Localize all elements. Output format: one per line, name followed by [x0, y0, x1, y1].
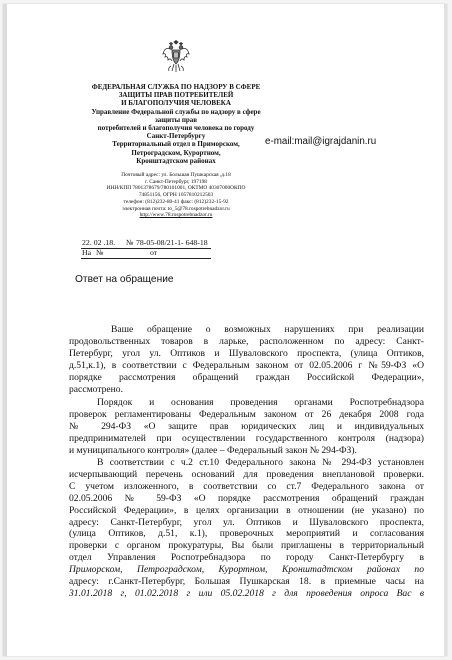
body-line: отдел Управления Роспотребнадзора по городу Санкт-Петербургу в: [69, 552, 424, 564]
body-line: рассмотрено.: [69, 383, 124, 395]
org-line: ЗАЩИТЫ ПРАВ ПОТРЕБИТЕЛЕЙ: [118, 91, 234, 100]
tax-ids: ИНН/КПП 7801378679/780101001, ОКТМО 40307000ОКПО: [106, 185, 246, 192]
letter-subject: Ответ на обращение: [75, 274, 174, 285]
body-line: Приморском, Петроградском, Курортном, Кронштадтском районах по: [69, 564, 424, 576]
recipient-email: e-mail:mail@igrajdanin.ru: [265, 136, 377, 147]
body-line: Порядок и основания проведения органами Роспотребнадзора: [97, 397, 424, 409]
registration-ids: 74851156, ОГРН 1057810212503: [138, 192, 214, 199]
letter-page: [3, 4, 447, 656]
postal-address: Почтовый адрес: ул. Большая Пушкарская ,д.18: [121, 172, 231, 178]
body-line: В соответствии с ч.2 ст.10 Федерального закона № 294-ФЗ установлен: [97, 456, 424, 468]
double-headed-eagle-emblem-icon: [162, 40, 190, 74]
body-line: 02.05.2006 № 59-ФЗ «О порядке рассмотрения обращений граждан: [69, 492, 424, 504]
contact-block: [91, 172, 261, 219]
org-line: ФЕДЕРАЛЬНАЯ СЛУЖБА ПО НАДЗОРУ В СФЕРЕ: [91, 83, 261, 91]
outgoing-date: 22. 02 .18.: [82, 238, 116, 247]
body-line: продовольственных товаров в ларьке, расположенном по адресу: Санкт-: [69, 335, 424, 347]
body-line: Петербург, угол ул. Оптиков и Шуваловского проспекта, (улица Оптиков,: [69, 347, 424, 359]
postal-city: г. Санкт-Петербург, 197198: [145, 178, 207, 185]
org-line: Кронштадтском районах: [136, 156, 216, 165]
org-line: Петроградском, Курортном,: [131, 148, 221, 157]
body-line: (улица Оптиков, д.51, к.1), проверочных мероприятий и согласования: [69, 528, 424, 540]
body-line: и муниципального контроля» (далее – Федеральный закон № 294-ФЗ).: [69, 445, 357, 457]
outgoing-number: 78-05-08/21-1- 648-18: [136, 238, 208, 247]
page-right-edge: [444, 4, 447, 656]
body-line: исчерпывающий перечень оснований для проведения внеплановой проверки.: [69, 468, 424, 480]
org-line: Управление Федеральной службы по надзору в сфере: [91, 107, 261, 116]
reference-number-label: №: [96, 248, 104, 257]
body-line: порядке рассмотрения обращений граждан Российской Федерации»,: [69, 371, 424, 383]
body-line: С учетом изложенного, в соответствии со ст.7 Федерального закона от: [69, 480, 424, 492]
body-line: № 294-ФЗ «О защите прав юридических лиц и индивидуальных: [69, 421, 424, 433]
phone-fax: телефон: (812)232-80-41 факс: (812)232-15-92: [123, 198, 229, 205]
body-line: д.51,к.1), в соответствии с Федеральным законом от 02.05.2006 г №59-ФЗ «О: [69, 359, 424, 371]
body-line: 31.01.2018 г, 01.02.2018 г или 05.02.2018 г для проведения опроса Вас в: [69, 587, 424, 599]
body-line: предпринимателей при осуществлении государственного контроля (надзора): [69, 433, 424, 445]
reference-label: На: [82, 248, 92, 257]
reference-from-label: от: [150, 248, 158, 257]
body-line: адресу: Санкт-Петербург, угол ул. Оптиков и Шуваловского проспекта,: [69, 516, 424, 528]
outgoing-number-label: №: [126, 238, 134, 247]
org-website-link[interactable]: http://www.78.rospotrebnadzor.ru: [139, 212, 213, 219]
org-line: И БЛАГОПОЛУЧИЯ ЧЕЛОВЕКА: [121, 99, 231, 108]
body-line: адресу: г.Санкт-Петербург, Большая Пушкарская 18. в приемные часы на: [69, 576, 424, 588]
org-line: Санкт-Петербургу: [146, 132, 206, 141]
organization-block: [81, 83, 271, 165]
page-left-edge: [3, 4, 7, 656]
org-line: потребителей и благополучия человека по городу: [97, 124, 255, 133]
body-line: проверок регламентированы Федеральным законом от 26 декабря 2008 года: [69, 409, 424, 421]
org-line: защиты прав: [154, 115, 198, 124]
body-line: проверки с органом прокуратуры, Вы были приглашены в территориальный: [69, 540, 424, 552]
body-line: Российской Федерации», в целях организации в отношении (не указано) по: [69, 504, 424, 516]
org-email: электронная почта: to_5@78.rospotrebnadzor.ru: [122, 205, 230, 212]
reference-underline: [81, 258, 211, 259]
body-line: Ваше обращение о возможных нарушениях при реализации: [111, 324, 424, 335]
org-line: Территориальный отдел в Приморском,: [112, 140, 240, 149]
letter-body: [69, 324, 424, 600]
